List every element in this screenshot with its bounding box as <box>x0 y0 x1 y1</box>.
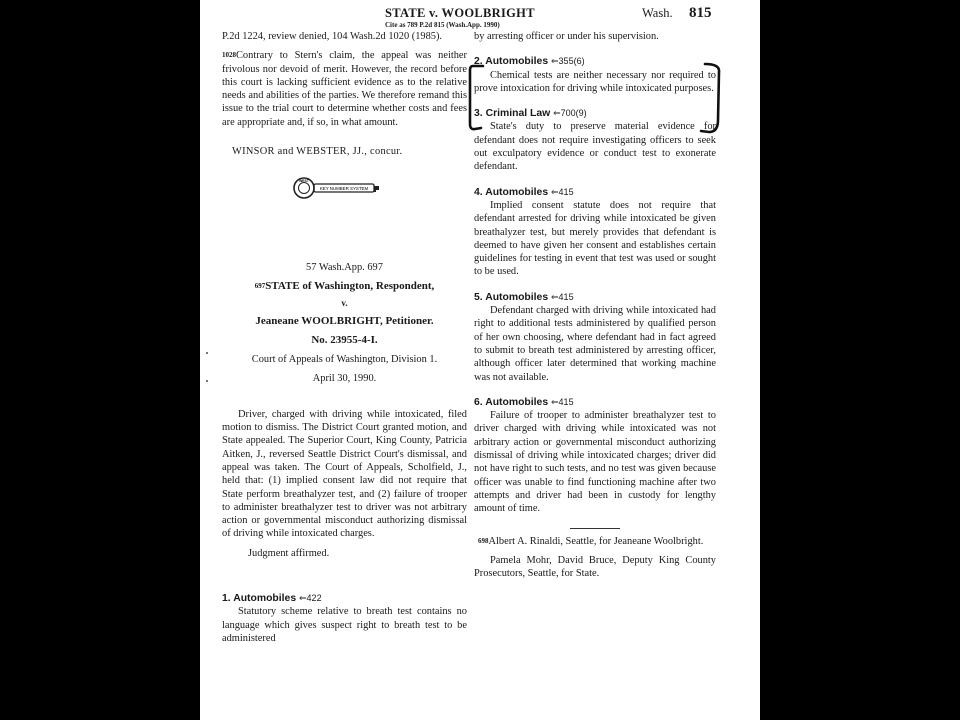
headnote-number: 5. <box>474 291 483 303</box>
headnote-text: Implied consent statute does not require that defendant arrested for driving while intoxicated be given breathalyzer test, but merely provides that defendant is deemed to have given her consent and establishes certain guidelines for testing in event that test was used or sought to be used. <box>474 199 716 278</box>
headnote-number: 1. <box>222 593 231 605</box>
header-citation: Cite as 789 P.2d 815 (Wash.App. 1990) <box>385 21 500 29</box>
docket-number: No. 23955-4-I. <box>311 333 378 346</box>
headnote-text: Defendant charged with driving while intoxicated had right to additional tests administered by qualified person of her own choosing, where defendant had in fact agreed to submit to breath test administered by arresting officer, although officer later determined that working machine was not available. <box>474 305 716 383</box>
spacer <box>222 560 467 580</box>
key-number-system-icon <box>292 174 384 202</box>
opinion-paragraph-block <box>222 49 467 129</box>
headnote-heading <box>474 107 716 120</box>
header-reporter: Wash. <box>642 6 673 20</box>
headnote-text: Chemical tests are neither necessary nor required to prove intoxication for driving while intoxicated purposes. <box>474 69 716 94</box>
headnote-number: 3. <box>474 108 483 120</box>
judgment-line: Judgment affirmed. <box>248 547 330 559</box>
headnote <box>474 107 716 173</box>
key-number: ⇐415 <box>551 396 574 407</box>
key-number: ⇐700(9) <box>553 108 587 119</box>
counsel-block <box>474 535 716 548</box>
key-number: ⇐415 <box>551 186 574 197</box>
headnote-heading <box>474 55 716 68</box>
headnote-text: State's duty to preserve material evidence for defendant does not require investigating officers to seek out exculpatory evidence or conduct test to exonerate defendant. <box>474 121 716 173</box>
headnote <box>474 291 716 384</box>
headnote-heading <box>222 592 467 605</box>
headnote-heading <box>474 186 716 199</box>
headnote-number: 4. <box>474 186 483 198</box>
versus: v. <box>341 298 348 309</box>
running-header <box>200 2 760 32</box>
headnote-title: Automobiles <box>485 56 549 68</box>
headnote-title: Automobiles <box>233 593 297 605</box>
section-divider <box>570 528 620 529</box>
case-cite: 57 Wash.App. 697 <box>306 261 383 273</box>
headnote-title: Criminal Law <box>485 108 551 120</box>
court-name: Court of Appeals of Washington, Division 1. <box>251 354 438 366</box>
case-caption <box>222 261 467 386</box>
headnote-title: Automobiles <box>485 396 549 408</box>
right-column <box>474 30 716 580</box>
carryover-text-left: P.2d 1224, review denied, 104 Wash.2d 1020 (1985). <box>222 31 443 42</box>
key-number: ⇐422 <box>299 593 322 604</box>
key-symbol-label: KEY NUMBER SYSTEM <box>319 186 369 192</box>
header-title: STATE v. WOOLBRIGHT <box>385 6 535 20</box>
headnote <box>474 186 716 279</box>
carryover-text-right: by arresting officer or under his supervision. <box>474 31 659 42</box>
case-syllabus: Driver, charged with driving while intoxicated, filed motion to dismiss. The District Court granted motion, and State appealed. The Superior Court, King County, Patricia Aitken, J., reversed Seattle District Court's dismissal, and appeal was taken. The Court of Appeals, Scholfield, J., held that: (1) implied consent law did not require that State perform breathalyzer test, and (2) failure of trooper to administer breathalyzer test to driver was not arbitrary action or governmental misconduct authorizing dismissal of driving while intoxicated charges. <box>222 408 467 540</box>
star-page-marker: 697 <box>254 281 266 290</box>
key-letters: WEST <box>299 179 309 184</box>
key-number: ⇐415 <box>551 291 574 302</box>
scan-speck <box>206 380 208 382</box>
headnote <box>474 396 716 516</box>
opinion-paragraph: Contrary to Stern's claim, the appeal was neither frivolous nor devoid of merit. However, the record before this court is lacking sufficient evidence as to the relative needs and abilities of the parties. We therefore remand this issue to the trial court to determine whether costs and fees are appropriate and, if so, in what amount. <box>222 50 467 128</box>
left-column <box>222 30 467 645</box>
star-page-marker: 698 <box>478 536 489 545</box>
headnote-text: Failure of trooper to administer breathalyzer test to driver charged with driving while intoxicated was not arbitrary action or governmental misconduct authorizing dismissal of driving while intoxicated charges; driver did not have right to such tests, and no test was given because officer was unable to find functioning machine after two attempts and driver had been in custody for lengthy amount of time. <box>474 410 716 515</box>
star-page-marker: 1028 <box>222 51 236 60</box>
party-petitioner: Jeaneane WOOLBRIGHT, Petitioner. <box>255 314 434 327</box>
headnote-heading <box>474 396 716 409</box>
party-respondent-block <box>222 280 467 293</box>
page-number: 815 <box>689 5 712 21</box>
counsel-respondent: Pamela Mohr, David Bruce, Deputy King County Prosecutors, Seattle, for State. <box>474 554 716 580</box>
headnote-number: 6. <box>474 396 483 408</box>
headnote-title: Automobiles <box>485 291 549 303</box>
document-page <box>200 0 760 720</box>
party-respondent: STATE of Washington, Respondent, <box>265 279 435 292</box>
decision-date: April 30, 1990. <box>312 373 377 385</box>
scan-speck <box>206 352 208 354</box>
counsel-petitioner: Albert A. Rinaldi, Seattle, for Jeaneane Woolbright. <box>488 535 704 547</box>
headnote-number: 2. <box>474 56 483 68</box>
key-number: ⇐355(6) <box>551 56 585 67</box>
concurrence-line: WINSOR and WEBSTER, JJ., concur. <box>232 146 403 158</box>
headnote <box>474 55 716 95</box>
headnote-text: Statutory scheme relative to breath test contains no language which gives suspect right to breath test to be administered <box>222 606 467 644</box>
headnote-heading <box>474 291 716 304</box>
headnote-title: Automobiles <box>485 186 549 198</box>
